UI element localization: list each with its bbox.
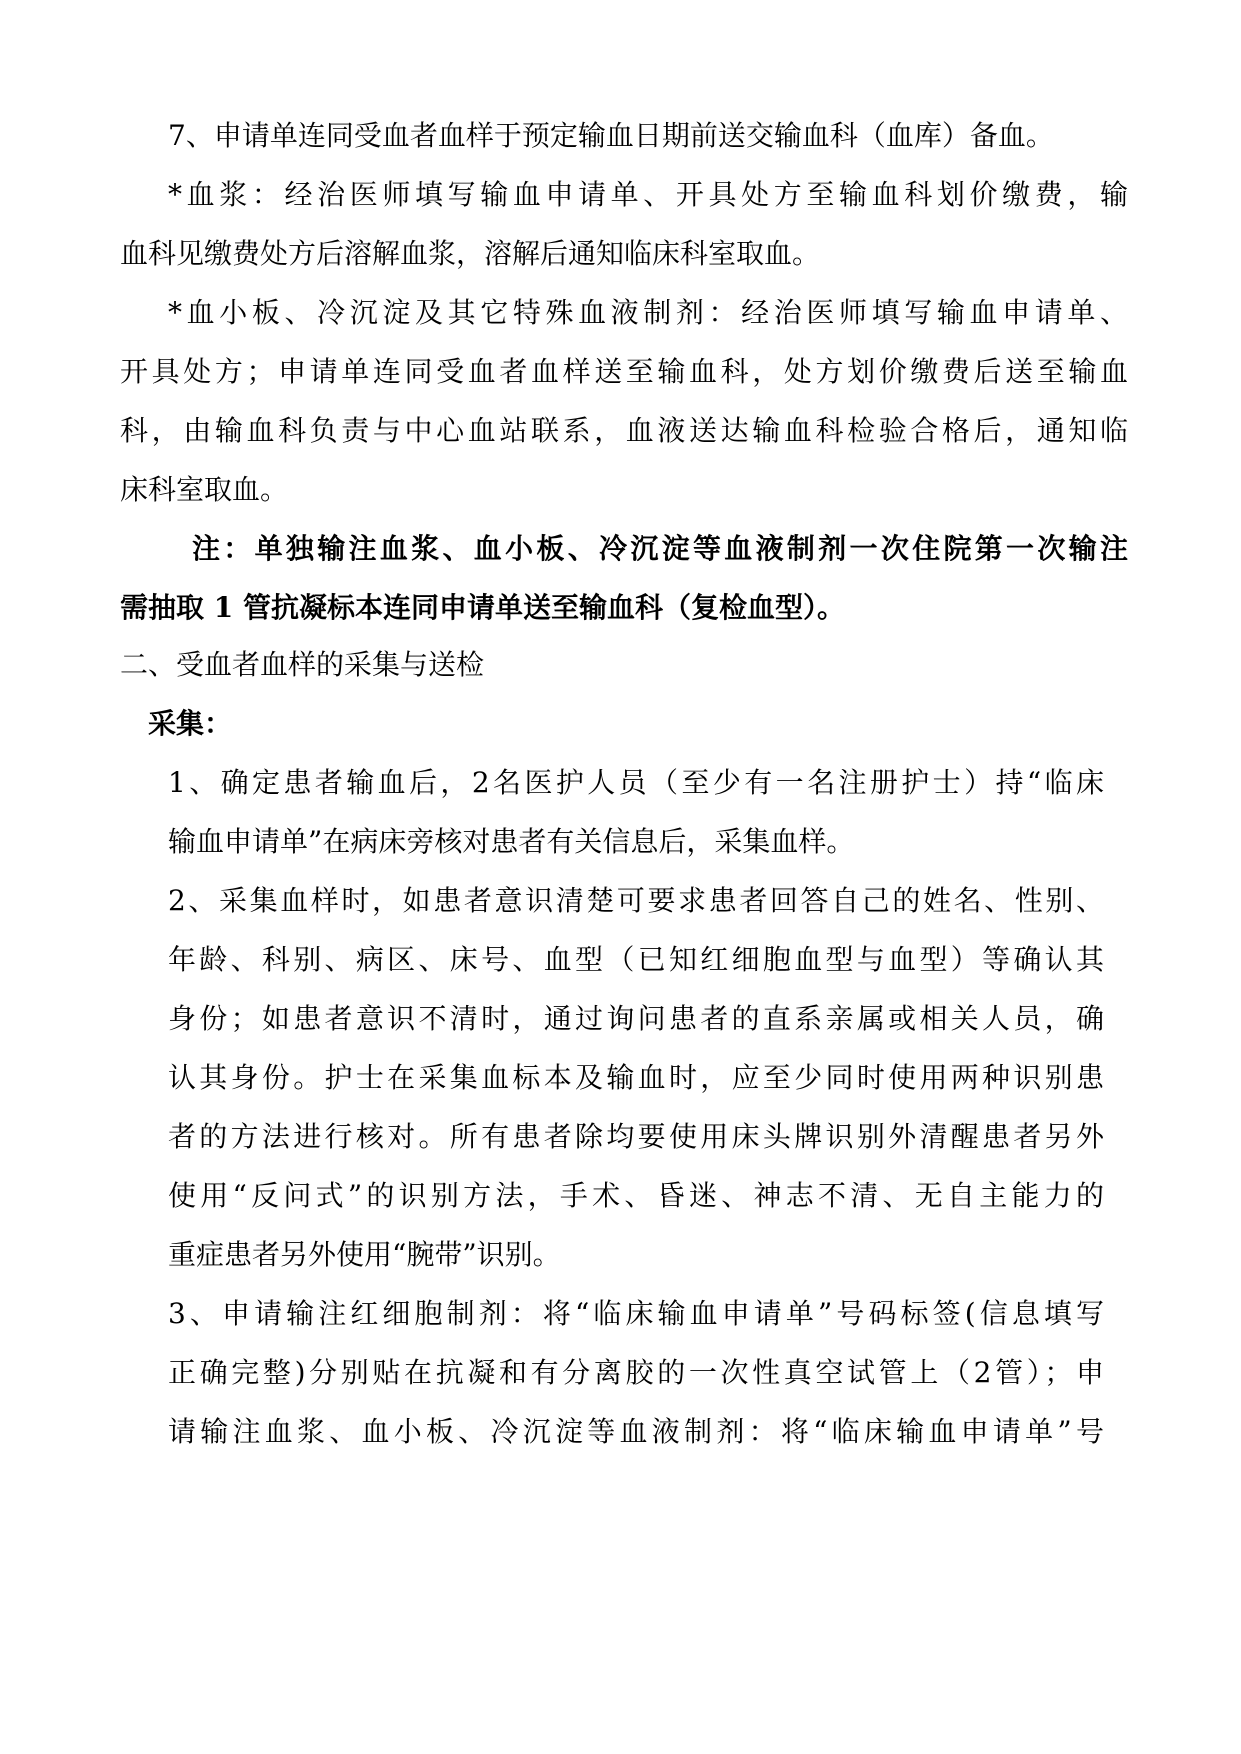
- text-line-platelet-cont1: 开具处方；申请单连同受血者血样送至输血科，处方划价缴费后送至输血: [120, 355, 1128, 388]
- step2-line-7: 重症患者另外使用“腕带”识别。: [168, 1238, 561, 1271]
- text-line-item7: 7、申请单连同受血者血样于预定输血日期前送交输血科（血库）备血。: [168, 119, 1054, 152]
- section-heading: 二、受血者血样的采集与送检: [120, 648, 485, 681]
- text-line-platelet-cont3: 床科室取血。: [120, 473, 289, 506]
- step2-line-2: 年龄、科别、病区、床号、血型（已知红细胞血型与血型）等确认其: [168, 943, 1104, 976]
- step2-line-6: 使用“反问式”的识别方法，手术、昏迷、神志不清、无自主能力的: [168, 1179, 1104, 1212]
- note-line-2: 需抽取 1 管抗凝标本连同申请单送至输血科（复检血型）。: [120, 591, 845, 624]
- step3-line-1: 3、申请输注红细胞制剂：将“临床输血申请单”号码标签(信息填写: [168, 1297, 1104, 1330]
- text-line-platelet-cont2: 科，由输血科负责与中心血站联系，血液送达输血科检验合格后，通知临: [120, 414, 1128, 447]
- step2-line-3: 身份；如患者意识不清时，通过询问患者的直系亲属或相关人员，确: [168, 1002, 1104, 1035]
- note-line-1: 注：单独输注血浆、血小板、冷沉淀等血液制剂一次住院第一次输注: [192, 532, 1128, 565]
- collection-heading: 采集：: [148, 707, 233, 740]
- step2-line-5: 者的方法进行核对。所有患者除均要使用床头牌识别外清醒患者另外: [168, 1120, 1104, 1153]
- step3-line-2: 正确完整)分别贴在抗凝和有分离胶的一次性真空试管上（2管）；申: [168, 1356, 1104, 1389]
- step2-line-4: 认其身份。护士在采集血标本及输血时，应至少同时使用两种识别患: [168, 1061, 1104, 1094]
- step1-line-1: 1、确定患者输血后，2名医护人员（至少有一名注册护士）持“临床: [168, 766, 1104, 799]
- step1-line-2: 输血申请单”在病床旁核对患者有关信息后，采集血样。: [168, 825, 855, 858]
- text-line-platelet: *血小板、冷沉淀及其它特殊血液制剂：经治医师填写输血申请单、: [168, 296, 1128, 329]
- step2-line-1: 2、采集血样时，如患者意识清楚可要求患者回答自己的姓名、性别、: [168, 884, 1104, 917]
- text-line-plasma-cont: 血科见缴费处方后溶解血浆，溶解后通知临床科室取血。: [120, 237, 821, 270]
- text-line-plasma: *血浆：经治医师填写输血申请单、开具处方至输血科划价缴费，输: [168, 178, 1128, 211]
- step3-line-3: 请输注血浆、血小板、冷沉淀等血液制剂：将“临床输血申请单”号: [168, 1415, 1104, 1448]
